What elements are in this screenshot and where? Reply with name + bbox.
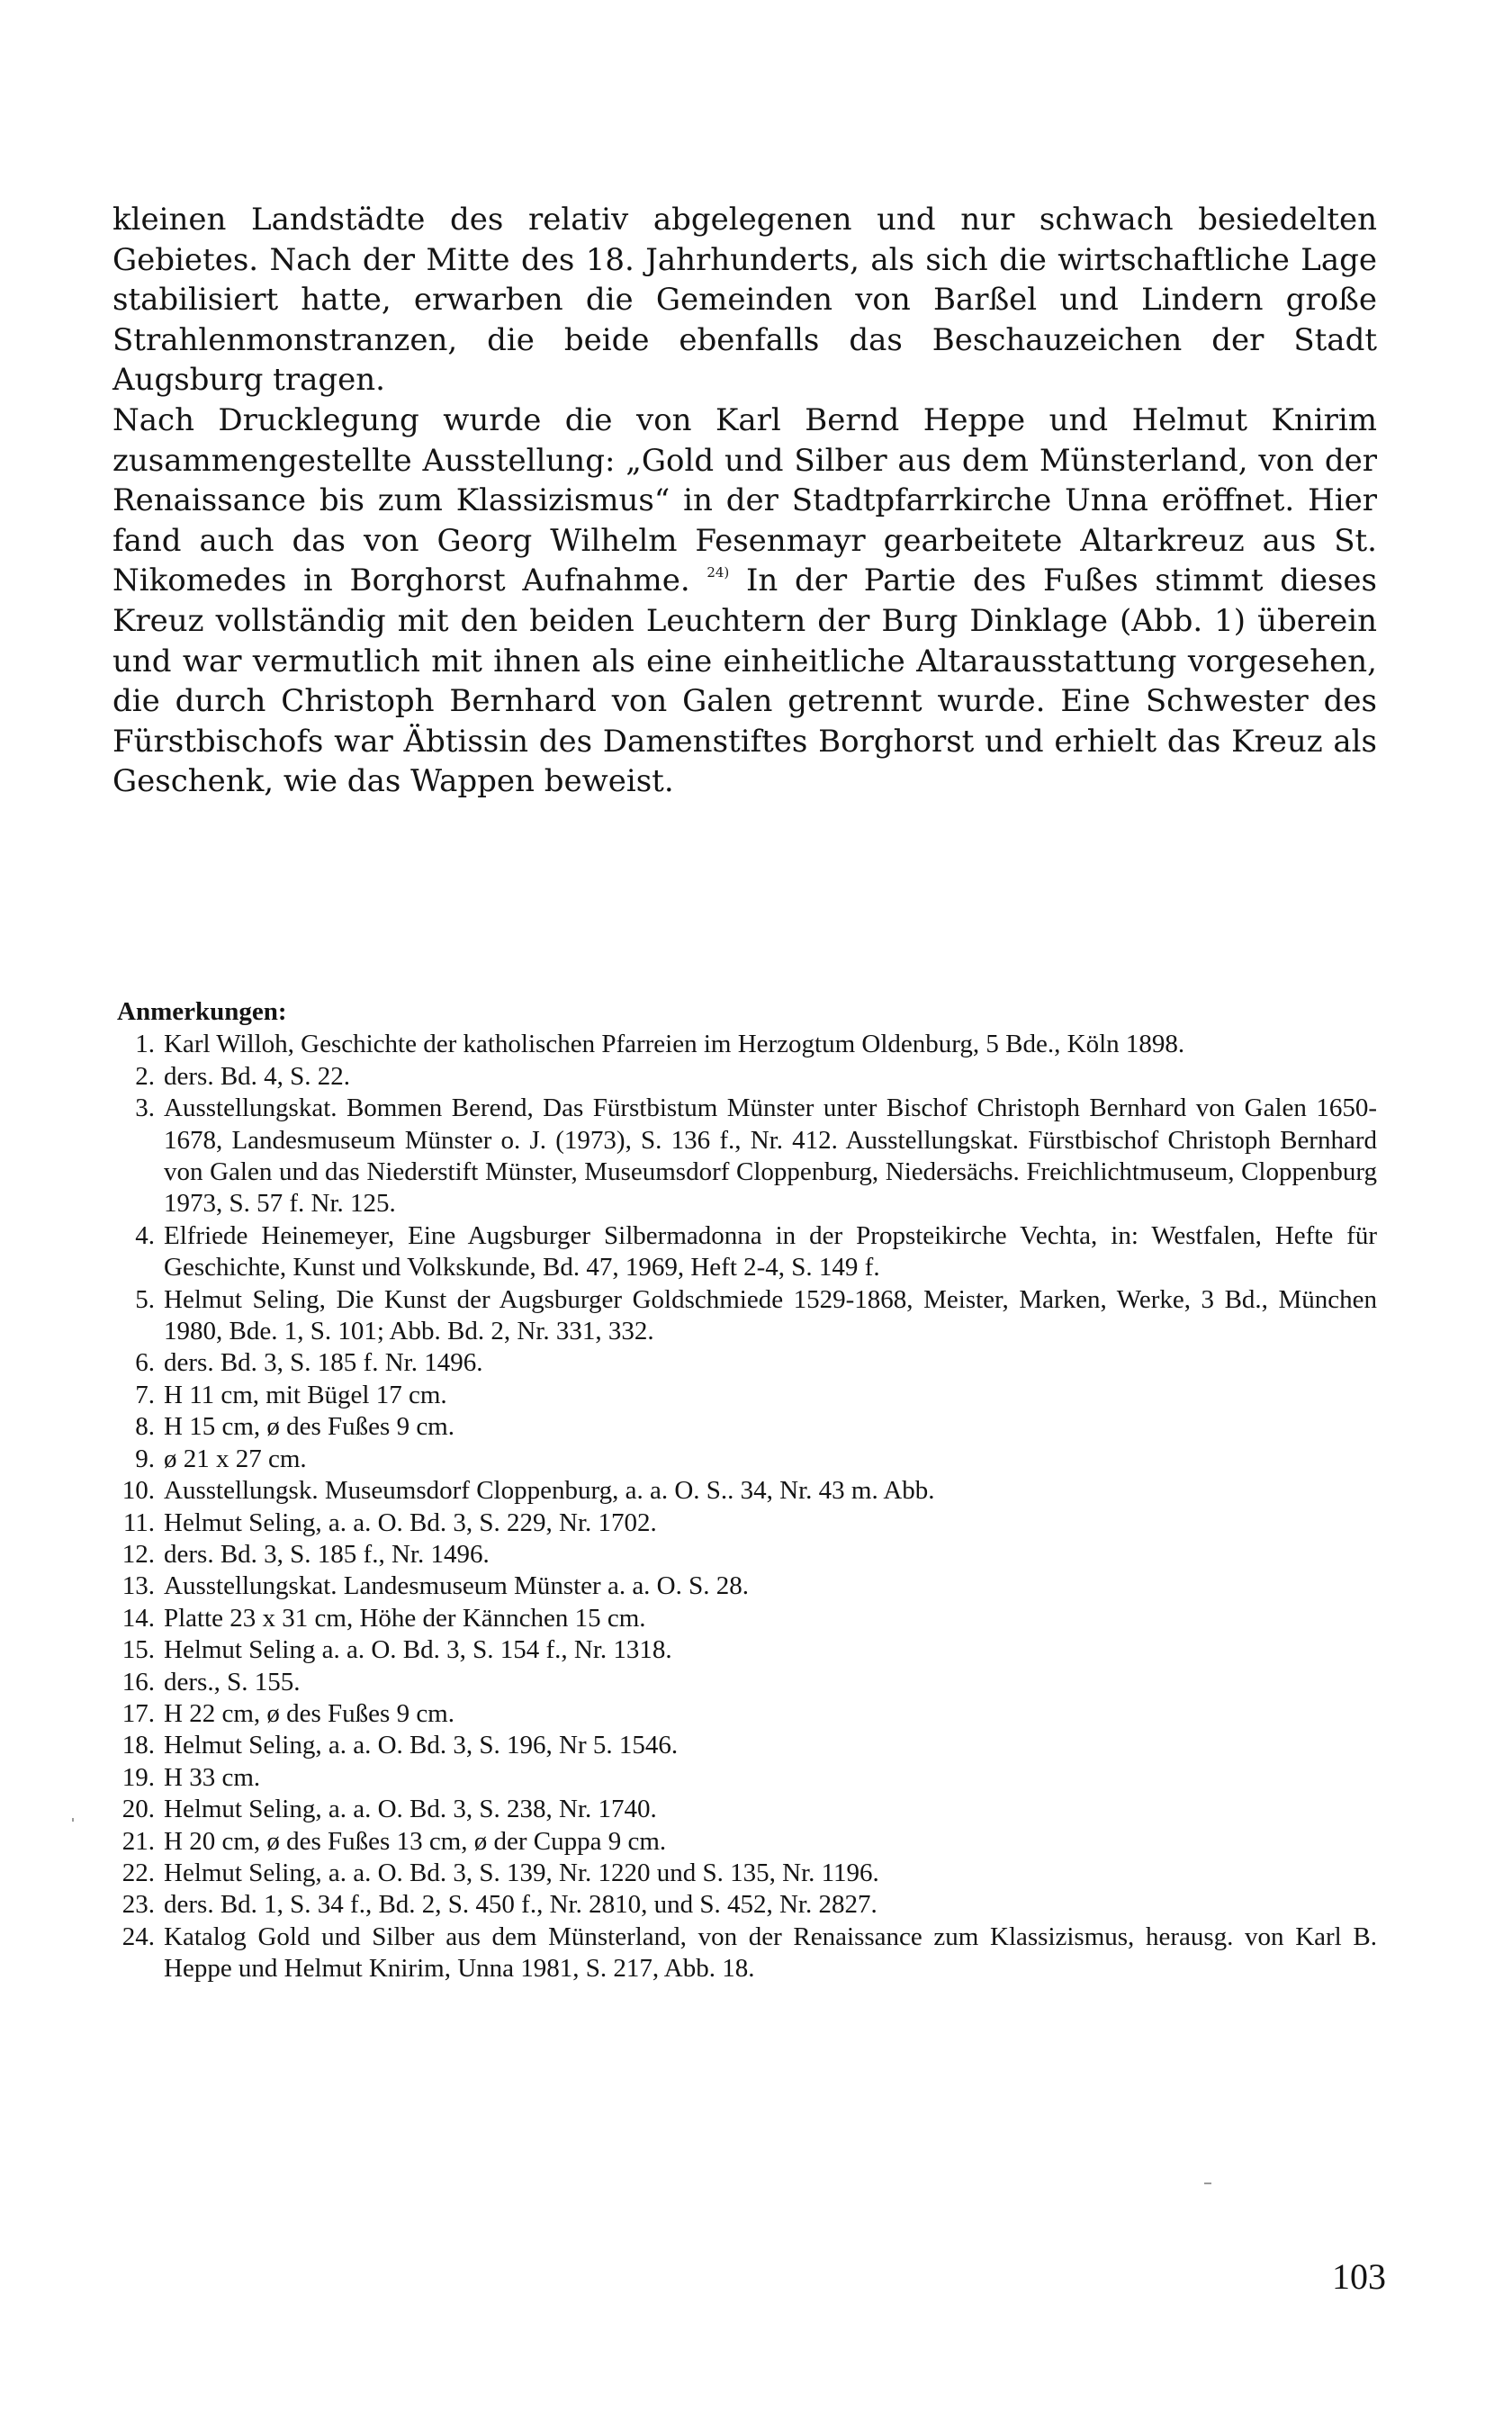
footnote-item <box>117 1858 1377 1889</box>
footnote-number: 15. <box>122 1635 155 1665</box>
footnote-text: Ausstellungskat. Bommen Berend, Das Fürstbistum Münster unter Bischof Christoph Bernhard von Galen 1650-1678, Landesmuseum Münster o. J. (1973), S. 136 f., Nr. 412. Ausstellungskat. Fürstbischof Christoph Bernhard von Galen und das Niederstift Münster, Museumsdorf Cloppenburg, Niedersächs. Freichlichtmuseum, Cloppenburg 1973, S. 57 f. Nr. 125. <box>164 1094 1377 1219</box>
footnote-text: Helmut Seling, a. a. O. Bd. 3, S. 238, Nr. 1740. <box>164 1795 657 1824</box>
footnote-number: 14. <box>122 1603 155 1633</box>
footnote-item <box>117 1698 1377 1730</box>
footnote-number: 4. <box>135 1220 155 1250</box>
footnote-number: 7. <box>135 1380 155 1409</box>
footnote-number: 2. <box>135 1061 155 1091</box>
footnote-number: 18. <box>122 1731 155 1760</box>
footnote-item <box>117 1794 1377 1825</box>
footnote-number: 9. <box>135 1444 155 1473</box>
paragraph-2 <box>112 400 1377 802</box>
footnote-text: Elfriede Heinemeyer, Eine Augsburger Silbermadonna in der Propsteikirche Vechta, in: Westfalen, Hefte für Geschichte, Kunst und Volkskunde, Bd. 47, 1969, Heft 2-4, S. 149 f. <box>164 1220 1377 1282</box>
footnote-number: 11. <box>122 1508 155 1537</box>
footnote-item <box>117 1539 1377 1570</box>
footnote-item <box>117 1411 1377 1443</box>
footnote-text: Helmut Seling, a. a. O. Bd. 3, S. 196, Nr 5. 1546. <box>164 1731 679 1760</box>
footnote-item <box>117 1603 1377 1634</box>
footnote-number: 20. <box>122 1795 155 1824</box>
footnote-item <box>117 1029 1377 1060</box>
footnote-item <box>117 1730 1377 1761</box>
footnote-text: ders., S. 155. <box>164 1667 301 1696</box>
footnote-number: 10. <box>122 1476 155 1506</box>
footnote-text: ders. Bd. 4, S. 22. <box>164 1061 351 1091</box>
footnote-number: 12. <box>122 1539 155 1569</box>
paragraph-2-text-before: Nach Drucklegung wurde die von Karl Bernd Heppe und Helmut Knirim zusammengestellte Ausstellung: „Gold und Silber aus dem Münsterland, von der Renaissance bis zum Klassizismus“ in der Stadtpfarrkirche Unna eröffnet. Hier fand auch das von Georg Wilhelm Fesenmayr gearbeitete Altarkreuz aus St. Nikomedes in Borghorst Aufnahme. <box>112 401 1377 599</box>
footnote-reference-24: 24) <box>706 564 730 581</box>
footnotes-section <box>117 996 1377 1985</box>
footnote-item <box>117 1220 1377 1284</box>
paragraph-2-text-after: In der Partie des Fußes stimmt dieses Kreuz vollständig mit den beiden Leuchtern der Burg Dinklage (Abb. 1) überein und war vermutlich mit ihnen als eine einheitliche Altarausstattung vorgesehen, die durch Christoph Bernhard von Galen getrennt wurde. Eine Schwester des Fürstbischofs war Äbtissin des Damenstiftes Borghorst und erhielt das Kreuz als Geschenk, wie das Wappen beweist. <box>112 562 1377 800</box>
footnote-text: H 11 cm, mit Bügel 17 cm. <box>164 1380 447 1409</box>
footnote-item <box>117 1634 1377 1666</box>
footnote-text: Helmut Seling, a. a. O. Bd. 3, S. 229, Nr. 1702. <box>164 1508 657 1537</box>
footnote-number: 1. <box>135 1030 155 1059</box>
footnote-number: 8. <box>135 1412 155 1442</box>
footnote-text: ders. Bd. 1, S. 34 f., Bd. 2, S. 450 f., Nr. 2810, und S. 452, Nr. 2827. <box>164 1890 878 1920</box>
footnote-item <box>117 1667 1377 1698</box>
footnote-number: 19. <box>122 1762 155 1792</box>
footnote-text: H 33 cm. <box>164 1762 261 1792</box>
footnote-text: Ausstellungsk. Museumsdorf Cloppenburg, a. a. O. S.. 34, Nr. 43 m. Abb. <box>164 1476 935 1506</box>
footnote-item <box>117 1508 1377 1539</box>
footnote-item <box>117 1284 1377 1348</box>
footnote-item <box>117 1347 1377 1379</box>
footnote-item <box>117 1061 1377 1093</box>
footnote-text: H 20 cm, ø des Fußes 13 cm, ø der Cuppa 9 cm. <box>164 1826 667 1856</box>
footnote-number: 13. <box>122 1571 155 1601</box>
footnote-number: 6. <box>135 1348 155 1378</box>
body-text <box>112 200 1377 802</box>
paragraph-1: kleinen Landstädte des relativ abgelegenen und nur schwach besiedelten Gebietes. Nach der Mitte des 18. Jahrhunderts, als sich die wirtschaftliche Lage stabilisiert hatte, erwarben die Gemeinden von Barßel und Lindern große Strahlenmonstranzen, die beide ebenfalls das Beschauzeichen der Stadt Augsburg tragen. <box>112 202 1377 399</box>
footnote-text: Helmut Seling, a. a. O. Bd. 3, S. 139, Nr. 1220 und S. 135, Nr. 1196. <box>164 1858 879 1887</box>
footnote-item <box>117 1093 1377 1220</box>
footnote-number: 24. <box>122 1922 155 1951</box>
footnote-text: Platte 23 x 31 cm, Höhe der Kännchen 15 cm. <box>164 1603 646 1633</box>
footnote-item <box>117 1380 1377 1411</box>
footnote-item <box>117 1826 1377 1858</box>
footnote-number: 5. <box>135 1284 155 1314</box>
scan-speck <box>1204 2182 1211 2184</box>
footnote-item <box>117 1922 1377 1985</box>
footnote-number: 23. <box>122 1890 155 1920</box>
footnote-item <box>117 1762 1377 1794</box>
footnote-number: 21. <box>122 1826 155 1856</box>
footnote-text: H 15 cm, ø des Fußes 9 cm. <box>164 1412 454 1442</box>
footnote-item <box>117 1889 1377 1921</box>
footnote-text: Katalog Gold und Silber aus dem Münsterland, von der Renaissance zum Klassizismus, herausg. von Karl B. Heppe und Helmut Knirim, Unna 1981, S. 217, Abb. 18. <box>164 1922 1377 1984</box>
footnotes-heading: Anmerkungen: <box>117 997 287 1026</box>
footnote-text: ø 21 x 27 cm. <box>164 1444 307 1473</box>
footnote-number: 16. <box>122 1667 155 1696</box>
footnote-text: H 22 cm, ø des Fußes 9 cm. <box>164 1698 454 1728</box>
footnote-text: Ausstellungskat. Landesmuseum Münster a. a. O. S. 28. <box>164 1571 750 1601</box>
footnote-item <box>117 1444 1377 1475</box>
footnote-text: ders. Bd. 3, S. 185 f. Nr. 1496. <box>164 1348 483 1378</box>
footnote-text: Karl Willoh, Geschichte der katholischen Pfarreien im Herzogtum Oldenburg, 5 Bde., Köln 1898. <box>164 1030 1185 1059</box>
footnote-item <box>117 1570 1377 1602</box>
footnote-text: Helmut Seling, Die Kunst der Augsburger Goldschmiede 1529-1868, Meister, Marken, Werke, 3 Bd., München 1980, Bde. 1, S. 101; Abb. Bd. 2, Nr. 331, 332. <box>164 1284 1377 1346</box>
footnote-number: 17. <box>122 1698 155 1728</box>
footnote-item <box>117 1475 1377 1507</box>
footnote-text: Helmut Seling a. a. O. Bd. 3, S. 154 f., Nr. 1318. <box>164 1635 672 1665</box>
footnote-text: ders. Bd. 3, S. 185 f., Nr. 1496. <box>164 1539 490 1569</box>
footnote-number: 22. <box>122 1858 155 1887</box>
page-number: 103 <box>1332 2256 1386 2297</box>
footnote-number: 3. <box>135 1094 155 1123</box>
scan-speck <box>72 1818 74 1822</box>
footnotes-list <box>117 1029 1377 1984</box>
